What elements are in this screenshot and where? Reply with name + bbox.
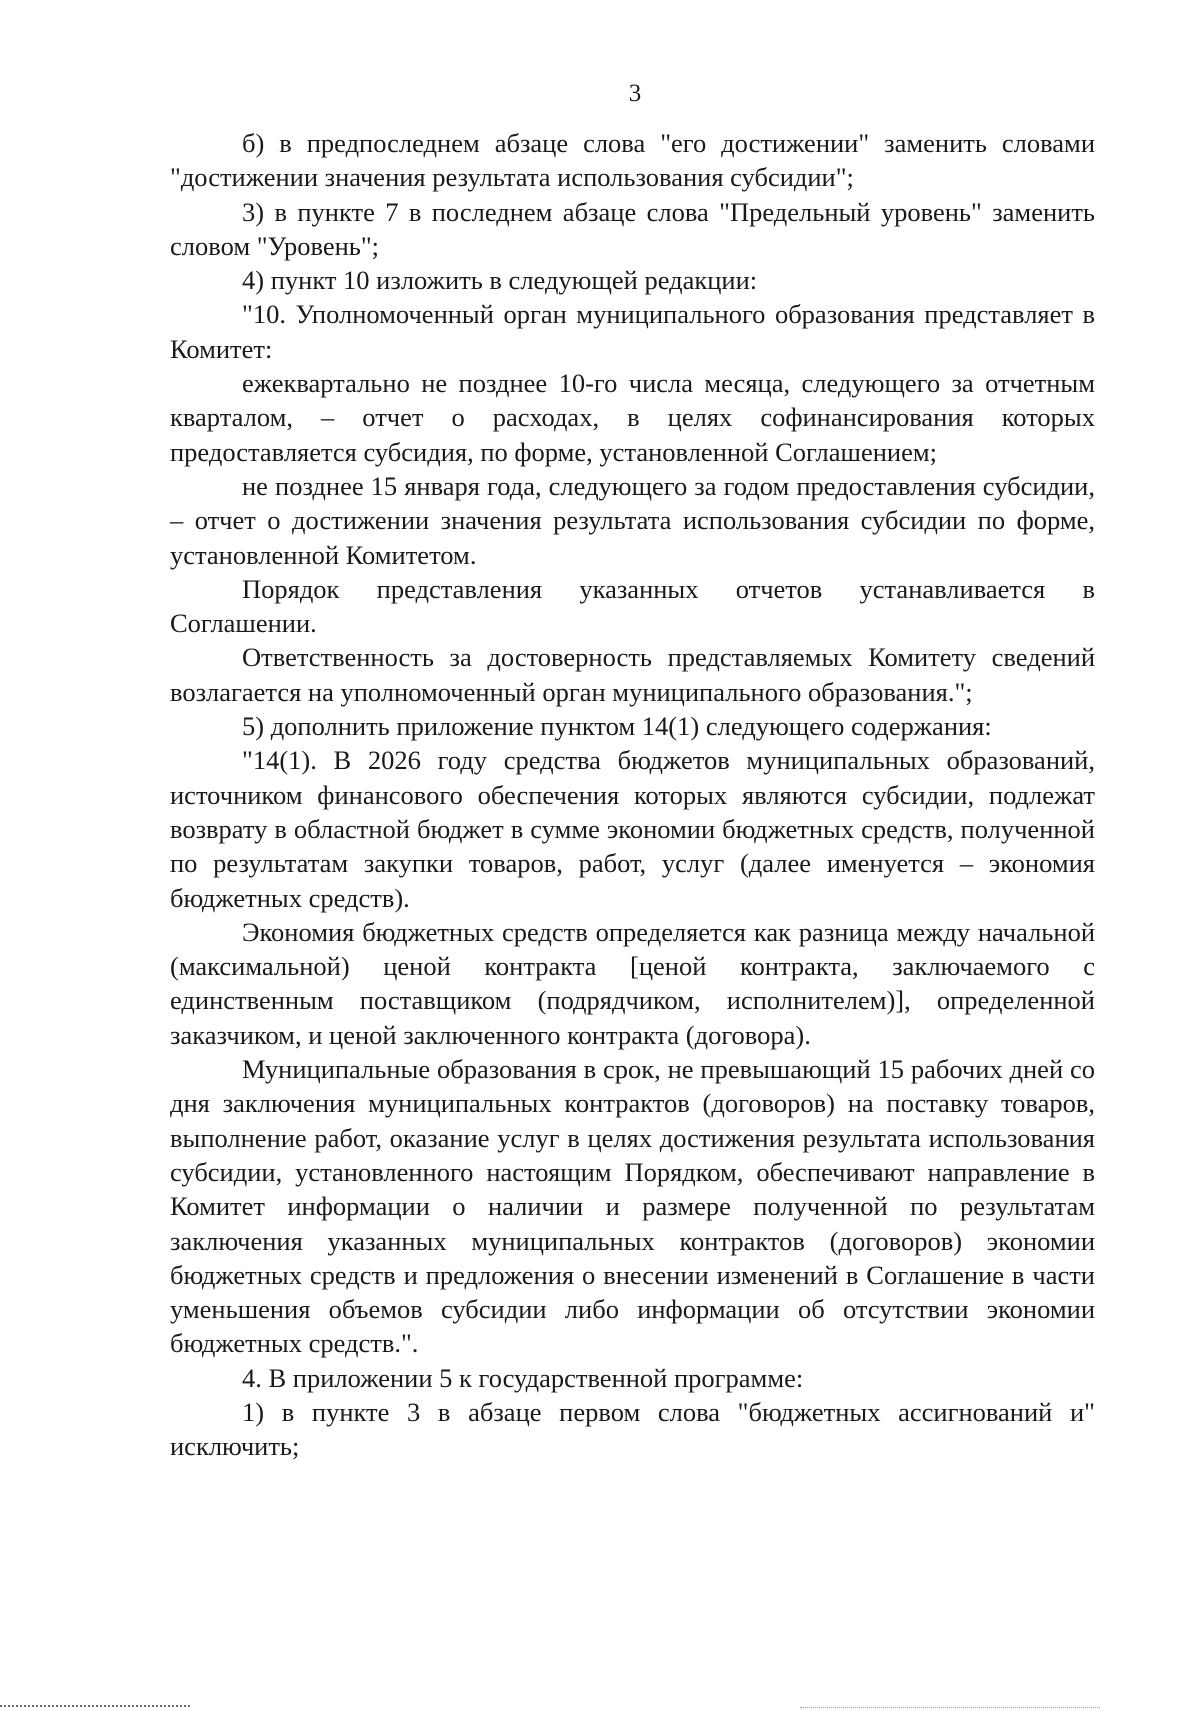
paragraph-b-amendment: б) в предпоследнем абзаце слова "его достижении" заменить словами "достижении значения результата использования субсидии";: [170, 128, 1095, 193]
paragraph-item-4: 4) пункт 10 изложить в следующей редакции:: [242, 265, 758, 296]
scan-artifact-right: [800, 1707, 1100, 1708]
paragraph-point-14-1: "14(1). В 2026 году средства бюджетов муниципальных образований, источником финансового обеспечения которых являются субсидии, подлежат возврату в областной бюджет в сумме экономии бюджетных средств, полученной по результатам закупки товаров, работ, услуг (далее именуется – экономия бюджетных средств).: [170, 745, 1095, 913]
paragraph-item-5: 5) дополнить приложение пунктом 14(1) следующего содержания:: [242, 711, 992, 742]
paragraph-section-4-item-1: 1) в пункте 3 в абзаце первом слова "бюджетных ассигнований и" исключить;: [170, 1396, 1095, 1462]
paragraph-responsibility: Ответственность за достоверность представляемых Комитету сведений возлагается на уполномоченный орган муниципального образования.";: [170, 642, 1095, 707]
page-number: 3: [628, 80, 642, 107]
paragraph-savings-definition: Экономия бюджетных средств определяется как разница между начальной (максимальной) ценой контракта [ценой контракта, заключаемого с единственным поставщиком (подрядчиком, исполнителем)], определенной заказчиком, и ценой заключенного контракта (договора).: [170, 916, 1095, 1050]
paragraph-item-3: 3) в пункте 7 в последнем абзаце слова "Предельный уровень" заменить словом "Уровень";: [170, 196, 1095, 261]
paragraph-quarterly-report: ежеквартально не позднее 10-го числа месяца, следующего за отчетным кварталом, – отчет о расходах, в целях софинансирования которых предоставляется субсидия, по форме, установленной Соглашением;: [170, 368, 1095, 467]
paragraph-municipal-obligations: Муниципальные образования в срок, не превышающий 15 рабочих дней со дня заключения муниципальных контрактов (договоров) на поставку товаров, выполнение работ, оказание услуг в целях достижения результата использования субсидии, установленного настоящим Порядком, обеспечивают направление в Комитет информации о наличии и размере полученной по результатам заключения указанных муниципальных контрактов (договоров) экономии бюджетных средств и предложения о внесении изменений в Соглашение в части уменьшения объемов субсидии либо информации об отсутствии экономии бюджетных средств.".: [170, 1054, 1095, 1359]
paragraph-report-procedure: Порядок представления указанных отчетов устанавливается в Соглашении.: [170, 573, 1095, 639]
document-body: [170, 126, 1095, 1464]
scan-artifact-left: [0, 1705, 190, 1707]
paragraph-annual-report: не позднее 15 января года, следующего за годом предоставления субсидии, – отчет о достижении значения результата использования субсидии по форме, установленной Комитетом.: [170, 470, 1095, 570]
paragraph-section-4: 4. В приложении 5 к государственной программе:: [242, 1362, 804, 1393]
paragraph-point-10: "10. Уполномоченный орган муниципального образования представляет в Комитет:: [170, 299, 1095, 364]
